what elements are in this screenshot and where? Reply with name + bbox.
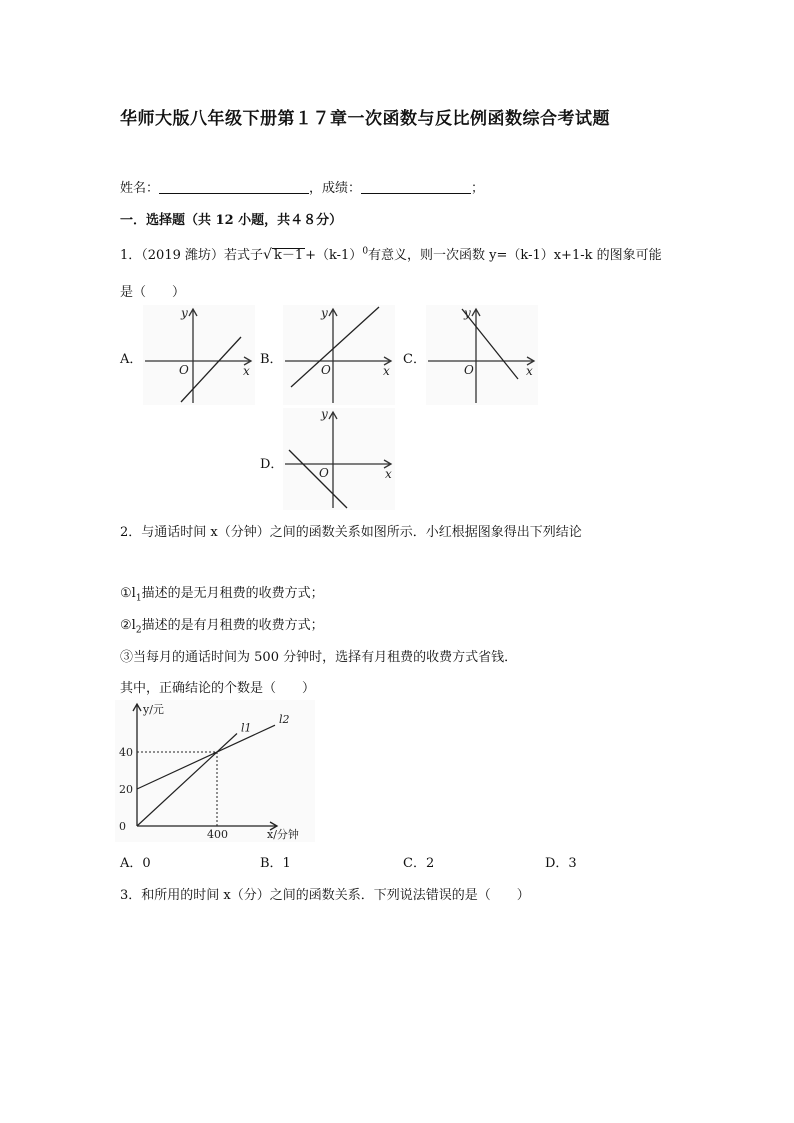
- origin-label: O: [321, 363, 331, 377]
- y-tick-label: 20: [119, 783, 133, 796]
- origin-label: O: [464, 363, 474, 377]
- question-1-text: 1．（2019 潍坊）若式子√ $k-1 +(k-1)^0$有意义，则一次函数 y=（k-1）x+1-k 的图象可能: [120, 246, 662, 263]
- y-axis-label: y: [181, 306, 188, 320]
- q1-option-b-label[interactable]: B．: [260, 352, 283, 367]
- q1-option-d-graph[interactable]: [283, 408, 395, 510]
- q2-choice-a[interactable]: A．0: [120, 856, 151, 871]
- y-axis-label: y/元: [143, 703, 164, 716]
- origin-label: O: [319, 466, 329, 480]
- x-axis-label: x: [243, 364, 250, 378]
- conclusion-mark: ③: [120, 650, 134, 665]
- q3-number: 3．: [120, 888, 142, 903]
- name-score-line: [120, 177, 484, 196]
- q1-source: （2019 潍坊）: [141, 248, 224, 263]
- q2-choice-b[interactable]: B．1: [260, 856, 291, 871]
- q2-chart: [115, 700, 315, 842]
- q1-text-b: +（k-1）: [305, 248, 363, 263]
- q2-number: 2．: [120, 525, 142, 540]
- conclusion-mark: ①: [120, 586, 132, 601]
- q2-question: 其中，正确结论的个数是（ ）: [120, 681, 316, 696]
- conclusion-text: 描述的是有月租费的收费方式；: [141, 618, 324, 633]
- q2-choice-c[interactable]: C．2: [403, 856, 435, 871]
- question-3-text: [120, 884, 530, 903]
- q1-number: 1．: [120, 248, 142, 263]
- origin-label: O: [179, 363, 189, 377]
- x-axis-label: x: [385, 467, 392, 481]
- q1-option-a-graph[interactable]: [143, 305, 255, 405]
- q2-choice-d[interactable]: D．3: [545, 856, 577, 871]
- q1-sqrt-content: k－1: [273, 248, 304, 263]
- x-tick-label: 400: [207, 828, 228, 841]
- score-blank[interactable]: [361, 179, 471, 194]
- question-2-text: [120, 521, 582, 540]
- y-axis-label: y: [321, 306, 328, 320]
- y-axis-label: y: [321, 408, 328, 421]
- name-label: 姓名：: [120, 181, 160, 196]
- question-1-text-cont: 是（ ）: [120, 285, 186, 300]
- series-label-l1: l1: [241, 721, 252, 735]
- section-heading: 一．选择题（共 12 小题，共４８分）: [120, 213, 343, 228]
- q1-option-b-graph[interactable]: [283, 305, 395, 405]
- series-label-l2: l2: [279, 713, 290, 727]
- x-axis-label: x: [383, 364, 390, 378]
- function-line: [291, 307, 379, 387]
- q1-option-a-label[interactable]: A．: [120, 352, 143, 367]
- y-tick-label: 0: [119, 820, 126, 833]
- conclusion-2: [120, 614, 324, 636]
- q1-option-c-graph[interactable]: [426, 305, 538, 405]
- y-tick-label: 40: [119, 746, 133, 759]
- conclusion-text: 当每月的通话时间为 500 分钟时，选择有月租费的收费方式省钱．: [133, 650, 518, 665]
- q1-exponent: 0: [362, 246, 369, 257]
- function-line: [289, 450, 347, 508]
- conclusion-subscript: 1: [135, 593, 142, 604]
- y-axis-label: y: [464, 306, 471, 320]
- conclusion-mark: ②: [120, 618, 132, 633]
- page-title: 华师大版八年级下册第１７章一次函数与反比例函数综合考试题: [120, 109, 610, 129]
- name-blank[interactable]: [159, 179, 309, 194]
- conclusion-symbol: l: [131, 586, 136, 601]
- q1-option-c-label[interactable]: C．: [403, 352, 426, 367]
- x-axis-label: x/分钟: [267, 828, 299, 841]
- end-mark: ；: [471, 181, 485, 196]
- conclusion-subscript: 2: [135, 625, 142, 636]
- conclusion-symbol: l: [131, 618, 136, 633]
- x-axis-label: x: [526, 364, 533, 378]
- conclusion-3: [120, 646, 517, 665]
- q3-body: 和所用的时间 x（分）之间的函数关系．下列说法错误的是（ ）: [141, 888, 530, 903]
- conclusion-text: 描述的是无月租费的收费方式；: [141, 586, 324, 601]
- q1-option-d-label[interactable]: D．: [260, 457, 284, 472]
- conclusion-1: [120, 582, 324, 604]
- q1-text-a: 若式子: [224, 248, 264, 263]
- score-label: ，成绩：: [309, 181, 362, 196]
- q2-body: 与通话时间 x（分钟）之间的函数关系如图所示．小红根据图象得出下列结论: [141, 525, 582, 540]
- q1-text-c: 有意义，则一次函数 y=（k-1）x+1-k 的图象可能: [368, 248, 662, 263]
- function-line: [181, 337, 241, 402]
